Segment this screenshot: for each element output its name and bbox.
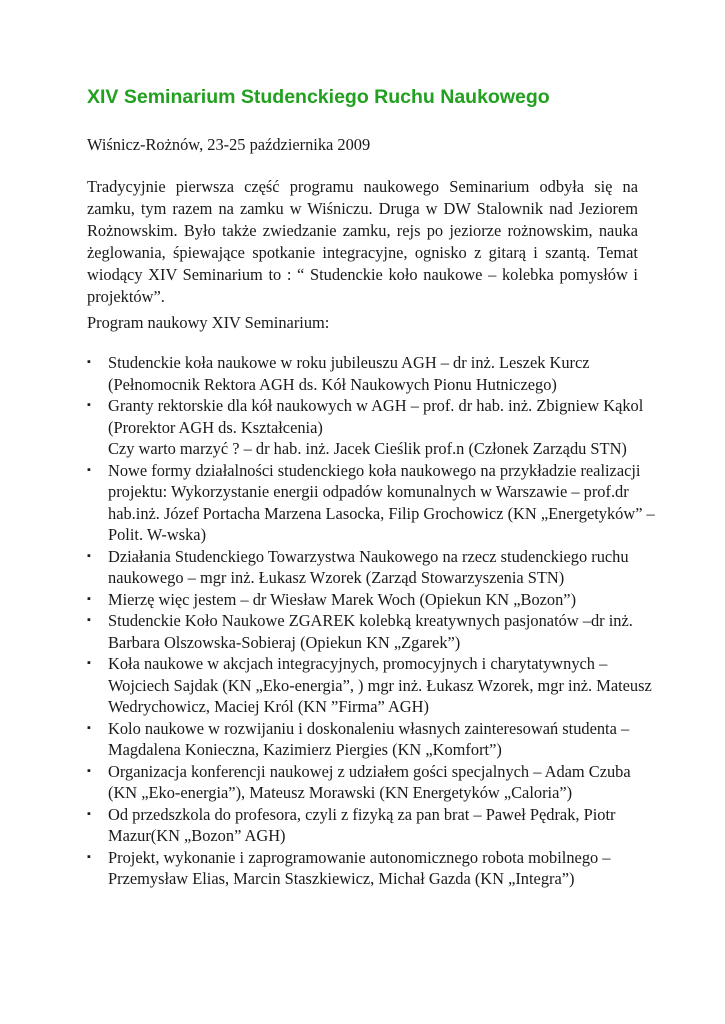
program-item-line: Studenckie koła naukowe w roku jubileuszu AGH – dr inż. Leszek Kurcz: [108, 353, 590, 372]
program-item-line: Czy warto marzyć ? – dr hab. inż. Jacek Cieślik prof.n (Członek Zarządu STN): [108, 439, 627, 458]
program-item-line: Organizacja konferencji naukowej z udziałem gości specjalnych – Adam Czuba: [108, 761, 631, 781]
program-item-line: Kolo naukowe w rozwijaniu i doskonaleniu własnych zainteresowań studenta –: [108, 718, 630, 738]
program-item-line: Wedrychowicz, Maciej Król (KN ”Firma” AGH): [108, 697, 429, 716]
program-item-line: hab.inż. Józef Portacha Marzena Lasocka, Filip Grochowicz (KN „Energetyków” –: [108, 503, 655, 523]
program-item-line: Mierzę więc jestem – dr Wiesław Marek Woch (Opiekun KN „Bozon”): [108, 589, 577, 609]
bullet-icon: ▪: [87, 850, 91, 863]
program-list: [87, 352, 655, 890]
program-item-line: Działania Studenckiego Towarzystwa Naukowego na rzecz studenckiego ruchu: [108, 546, 629, 566]
program-item: [87, 718, 647, 761]
program-item-line: Mazur(KN „Bozon” AGH): [108, 826, 286, 845]
program-item-line: (Pełnomocnik Rektora AGH ds. Kół Naukowych Pionu Hutniczego): [108, 374, 557, 394]
program-item: [87, 653, 652, 718]
program-item-line: naukowego – mgr inż. Łukasz Wzorek (Zarząd Stowarzyszenia STN): [108, 568, 565, 587]
program-item: [87, 847, 647, 890]
program-item: [87, 352, 647, 395]
program-item-line: Barbara Olszowska-Sobieraj (Opiekun KN „Zgarek”): [108, 632, 461, 652]
program-item: [87, 546, 647, 589]
intro-paragraph: Tradycyjnie pierwsza część programu naukowego Seminarium odbyła się na zamku, tym razem na zamku w Wiśniczu. Druga w DW Stalownik nad Jeziorem Rożnowskim. Było także zwiedzanie zamku, rejs po jeziorze rożnowskim, nauka żeglowania, śpiewające spotkanie integracyjne, ognisko z gitarą i szantą. Temat wiodący XIV Seminarium to : “ Studenckie koło naukowe – kolebka pomysłów i projektów”.: [87, 177, 638, 306]
program-item: [87, 610, 647, 653]
program-item-line: Nowe formy działalności studenckiego koła naukowego na przykładzie realizacji: [108, 460, 641, 480]
program-item-line: Projekt, wykonanie i zaprogramowanie autonomicznego robota mobilnego –: [108, 847, 611, 867]
document-title: XIV Seminarium Studenckiego Ruchu Naukowego: [87, 86, 550, 108]
bullet-icon: ▪: [87, 657, 91, 669]
bullet-icon: ▪: [87, 356, 91, 368]
program-item-line: (KN „Eko-energia”), Mateusz Morawski (KN Energetyków „Caloria”): [108, 783, 573, 802]
bullet-icon: ▪: [87, 721, 91, 734]
program-item-line: projektu: Wykorzystanie energii odpadów komunalnych w Warszawie – prof.dr: [108, 482, 629, 501]
bullet-icon: ▪: [87, 592, 91, 605]
program-item: [87, 460, 655, 546]
bullet-icon: ▪: [87, 764, 91, 777]
program-item: [87, 761, 647, 804]
program-item: [87, 395, 647, 460]
bullet-icon: ▪: [87, 549, 91, 562]
program-heading: Program naukowy XIV Seminarium:: [87, 313, 330, 332]
program-item: [87, 589, 647, 611]
bullet-icon: ▪: [87, 807, 91, 820]
program-item-line: Koła naukowe w akcjach integracyjnych, promocyjnych i charytatywnych –: [108, 654, 608, 673]
program-item: [87, 804, 647, 847]
place-date: Wiśnicz-Rożnów, 23-25 października 2009: [87, 135, 371, 154]
program-item-line: Polit. W-wska): [108, 525, 207, 544]
program-item-line: Od przedszkola do profesora, czyli z fizyką za pan brat – Paweł Pędrak, Piotr: [108, 804, 616, 824]
bullet-icon: ▪: [87, 463, 91, 476]
bullet-icon: ▪: [87, 399, 91, 411]
program-item-line: (Prorektor AGH ds. Kształcenia): [108, 417, 323, 437]
program-item-line: Granty rektorskie dla kół naukowych w AGH – prof. dr hab. inż. Zbigniew Kąkol: [108, 396, 644, 415]
bullet-icon: ▪: [87, 614, 91, 626]
program-item-line: Wojciech Sajdak (KN „Eko-energia”, ) mgr inż. Łukasz Wzorek, mgr inż. Mateusz: [108, 675, 652, 695]
program-item-line: Studenckie Koło Naukowe ZGAREK kolebką kreatywnych pasjonatów –dr inż.: [108, 611, 633, 630]
program-item-line: Magdalena Konieczna, Kazimierz Piergies (KN „Komfort”): [108, 740, 502, 759]
program-item-line: Przemysław Elias, Marcin Staszkiewicz, Michał Gazda (KN „Integra”): [108, 869, 575, 888]
